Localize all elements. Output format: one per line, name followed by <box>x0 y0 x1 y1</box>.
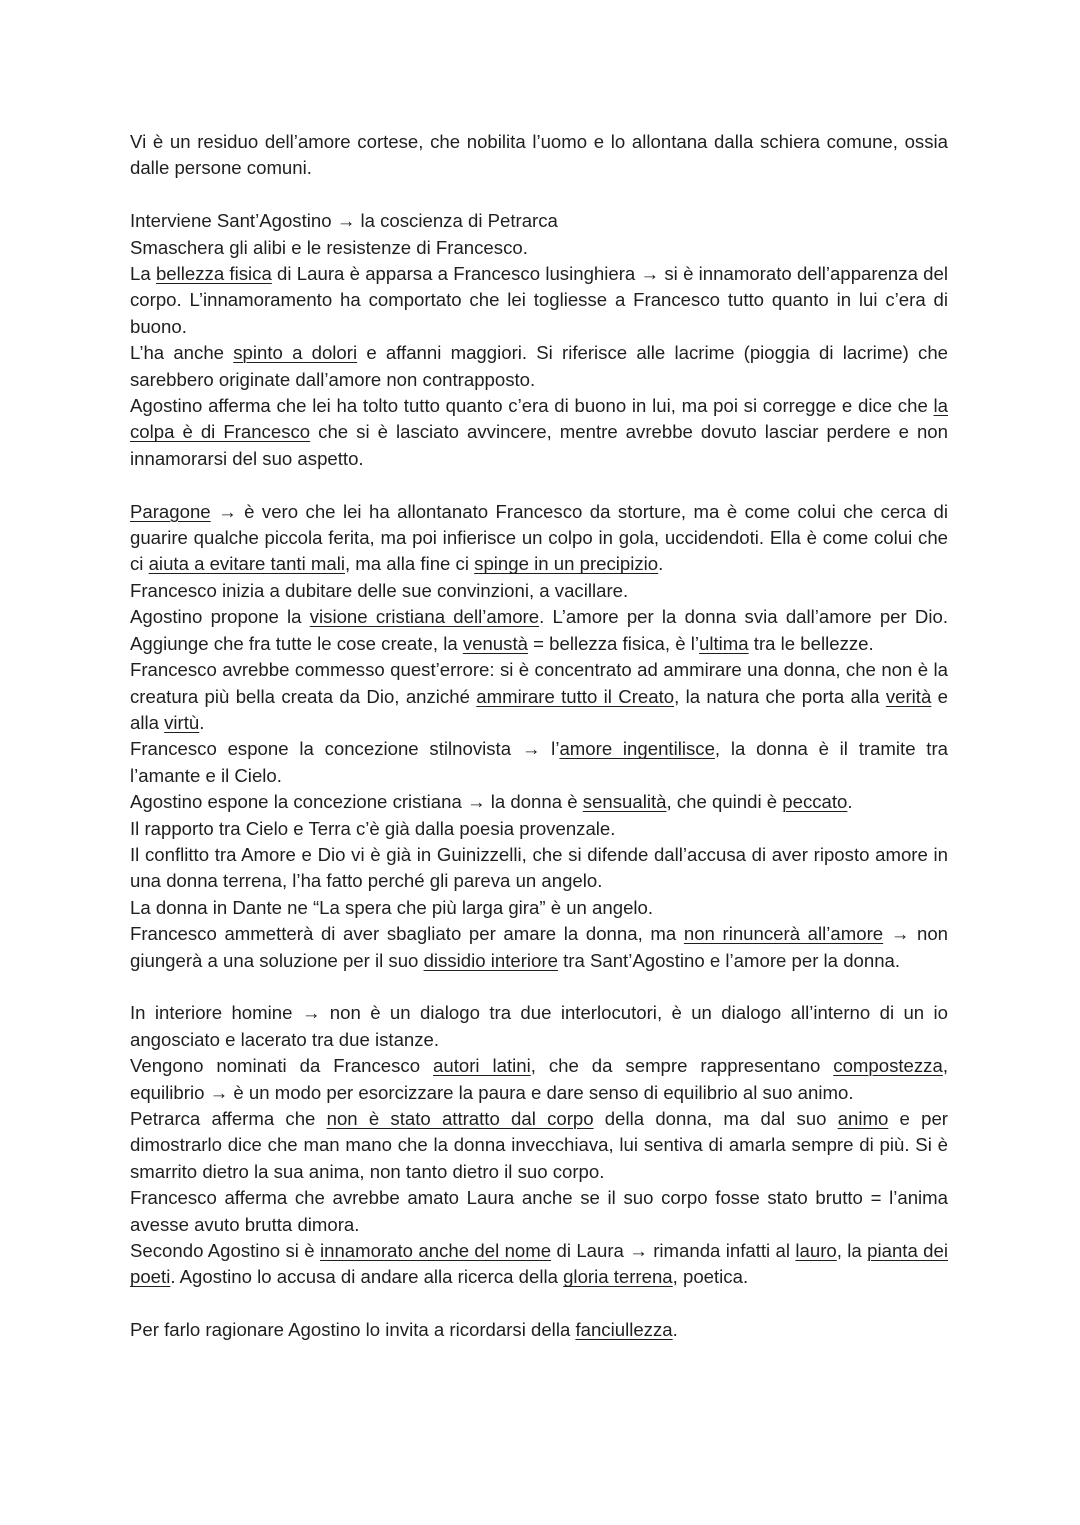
underlined-phrase: fanciullezza <box>575 1319 673 1341</box>
paragraph <box>130 1000 948 1053</box>
underlined-phrase: Paragone <box>130 500 211 522</box>
paragraph <box>130 921 948 974</box>
text-run: di Laura → rimanda infatti al <box>551 1240 796 1262</box>
text-run: → non giungerà a una soluzione per il suo <box>130 923 948 971</box>
text-run: Vi è un residuo dell’amore cortese, che nobilita l’uomo e lo allontana dalla schiera comune, ossia dalle persone comuni. <box>130 131 948 179</box>
underlined-phrase: virtù <box>164 711 200 733</box>
text-run: → è vero che lei ha allontanato Francesco da storture, ma è come colui che cerca di guarire qualche piccola ferita, ma poi infierisce un colpo in gola, uccidendoti. Ella è come colui che ci <box>130 500 948 575</box>
text-run: = bellezza fisica, è l’ <box>527 632 699 654</box>
text-run: tra Sant’Agostino e l’amore per la donna. <box>557 949 901 971</box>
text-run: . <box>847 791 853 813</box>
underlined-phrase: ultima <box>699 632 749 654</box>
paragraph <box>130 1185 948 1238</box>
underlined-phrase: lauro <box>795 1240 837 1262</box>
underlined-phrase: gloria terrena <box>563 1266 673 1288</box>
underlined-phrase: amore ingentilisce <box>559 738 715 760</box>
paragraph <box>130 261 948 340</box>
underlined-phrase: visione cristiana dell’amore <box>309 606 540 628</box>
text-run: Petrarca afferma che <box>130 1107 327 1129</box>
text-run: Agostino propone la <box>130 606 310 628</box>
text-run: . <box>672 1319 678 1341</box>
text-run: Francesco ammetterà di aver sbagliato per amare la donna, ma <box>130 923 684 945</box>
paragraph <box>130 789 948 815</box>
paragraph <box>130 340 948 393</box>
paragraph <box>130 816 948 842</box>
paragraph <box>130 736 948 789</box>
text-run: Vengono nominati da Francesco <box>130 1055 434 1077</box>
underlined-phrase: verità <box>885 685 932 707</box>
text-run: della donna, ma dal suo <box>593 1107 838 1129</box>
text-run: , la natura che porta alla <box>674 685 886 707</box>
paragraph-spacer <box>130 472 948 498</box>
text-run: , che quindi è <box>666 791 783 813</box>
underlined-phrase: peccato <box>782 791 848 813</box>
text-run: Smaschera gli alibi e le resistenze di Francesco. <box>130 236 528 258</box>
text-run: Francesco avrebbe commesso quest’errore: si è concentrato ad ammirare una donna, che non è la creatura più bella creata da Dio, anziché <box>130 659 948 707</box>
underlined-phrase: non rinuncerà all’amore <box>683 923 884 945</box>
paragraph-spacer <box>130 974 948 1000</box>
text-run: . <box>658 553 664 575</box>
underlined-phrase: innamorato anche del nome <box>319 1240 552 1262</box>
underlined-phrase: non è stato attratto dal corpo <box>326 1107 594 1129</box>
paragraph-spacer <box>130 1291 948 1317</box>
text-run: , equilibrio → è un modo per esorcizzare la paura e dare senso di equilibrio al suo animo. <box>130 1055 948 1103</box>
text-run: e alla <box>130 685 949 733</box>
underlined-phrase: la colpa è di Francesco <box>130 395 948 443</box>
text-run: tra le bellezze. <box>748 632 874 654</box>
underlined-phrase: bellezza fisica <box>155 263 272 285</box>
underlined-phrase: pianta dei poeti <box>130 1240 948 1288</box>
text-run: che si è lasciato avvincere, mentre avrebbe dovuto lasciar perdere e non innamorarsi del suo aspetto. <box>130 421 948 469</box>
underlined-phrase: spinto a dolori <box>233 342 358 364</box>
underlined-phrase: ammirare tutto il Creato <box>476 685 675 707</box>
paragraph <box>130 499 948 578</box>
underlined-phrase: spinge in un precipizio <box>474 553 659 575</box>
text-run: , ma alla fine ci <box>344 553 475 575</box>
paragraph <box>130 235 948 261</box>
paragraph <box>130 842 948 895</box>
text-run: L’ha anche <box>130 342 234 364</box>
paragraph <box>130 578 948 604</box>
text-run: Il rapporto tra Cielo e Terra c’è già dalla poesia provenzale. <box>130 817 616 839</box>
paragraph <box>130 657 948 736</box>
paragraph <box>130 208 948 234</box>
text-run: di Laura è apparsa a Francesco lusinghiera → si è innamorato dell’apparenza del corpo. L’innamoramento ha comportato che lei togliesse a Francesco tutto quanto in lui c’era di buono. <box>130 263 948 337</box>
text-run: Secondo Agostino si è <box>130 1240 320 1262</box>
paragraph <box>130 1317 948 1343</box>
text-run: . Agostino lo accusa di andare alla ricerca della <box>170 1266 564 1288</box>
text-run: , poetica. <box>672 1266 749 1288</box>
paragraph <box>130 1106 948 1185</box>
text-run: Agostino afferma che lei ha tolto tutto quanto c’era di buono in lui, ma poi si corregge e dice che <box>130 395 934 417</box>
paragraph <box>130 1053 948 1106</box>
underlined-phrase: aiuta a evitare tanti mali <box>148 553 345 575</box>
text-run: , la donna è il tramite tra l’amante e il Cielo. <box>130 738 949 786</box>
text-run: Francesco inizia a dubitare delle sue convinzioni, a vacillare. <box>130 579 629 601</box>
underlined-phrase: animo <box>837 1107 889 1129</box>
underlined-phrase: autori latini <box>433 1055 531 1077</box>
underlined-phrase: dissidio interiore <box>423 949 558 971</box>
underlined-phrase: venustà <box>462 632 528 654</box>
paragraph <box>130 393 948 472</box>
text-run: Interviene Sant’Agostino → la coscienza di Petrarca <box>130 210 558 232</box>
underlined-phrase: sensualità <box>582 791 667 813</box>
paragraph <box>130 604 948 657</box>
paragraph <box>130 129 948 182</box>
paragraph <box>130 1238 948 1291</box>
text-run: Francesco espone la concezione stilnovista → l’ <box>130 738 560 760</box>
text-run: Francesco afferma che avrebbe amato Laura anche se il suo corpo fosse stato brutto = l’anima avesse avuto brutta dimora. <box>130 1187 948 1235</box>
text-run: e affanni maggiori. Si riferisce alle lacrime (pioggia di lacrime) che sarebbero originate dall’amore non contrapposto. <box>130 342 948 390</box>
underlined-phrase: compostezza <box>833 1055 943 1077</box>
text-run: , la <box>836 1240 868 1262</box>
paragraph <box>130 895 948 921</box>
text-run: . <box>199 711 205 733</box>
text-run: Agostino espone la concezione cristiana → la donna è <box>130 791 583 813</box>
text-run: La donna in Dante ne “La spera che più larga gira” è un angelo. <box>130 896 654 918</box>
text-run: In interiore homine → non è un dialogo tra due interlocutori, è un dialogo all’interno di un io angosciato e lacerato tra due istanze. <box>130 1002 948 1050</box>
text-run: Il conflitto tra Amore e Dio vi è già in Guinizzelli, che si difende dall’accusa di aver riposto amore in una donna terrena, l’ha fatto perché gli pareva un angelo. <box>130 843 948 892</box>
paragraph-spacer <box>130 182 948 208</box>
document-page <box>130 129 948 1344</box>
text-run: La <box>130 263 156 285</box>
text-run: , che da sempre rappresentano <box>530 1055 834 1077</box>
text-run: . L’amore per la donna svia dall’amore per Dio. Aggiunge che fra tutte le cose create, la <box>130 606 948 654</box>
text-run: Per farlo ragionare Agostino lo invita a ricordarsi della <box>130 1319 576 1341</box>
text-run: e per dimostrarlo dice che man mano che la donna invecchiava, lui sentiva di amarla sempre di più. Si è smarrito dietro la sua anima, non tanto dietro il suo corpo. <box>130 1107 948 1182</box>
